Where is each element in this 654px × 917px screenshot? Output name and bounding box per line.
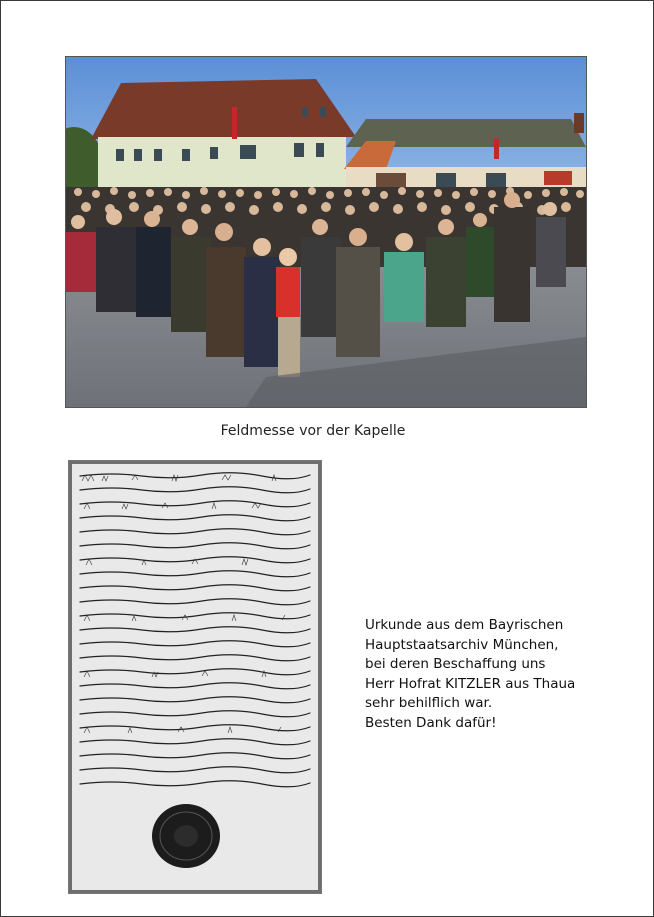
charter-drawing [72,464,318,890]
field-mass-photo [65,56,587,408]
note-line: bei deren Beschaffung uns [365,656,546,672]
note-line: Urkunde aus dem Bayrischen [365,617,564,633]
note-line: sehr behilflich war. [365,695,493,711]
note-line: Hauptstaatsarchiv München, [365,636,559,653]
photo-caption: Feldmesse vor der Kapelle [220,423,406,439]
charter-note [365,616,605,733]
note-line: Herr Hofrat KITZLER aus Thaua [365,675,576,692]
note-line: Besten Dank dafür! [365,714,497,731]
charter-document-image [68,460,322,894]
wax-seal-icon [152,804,220,868]
field-mass-photo-drawing [66,57,586,407]
